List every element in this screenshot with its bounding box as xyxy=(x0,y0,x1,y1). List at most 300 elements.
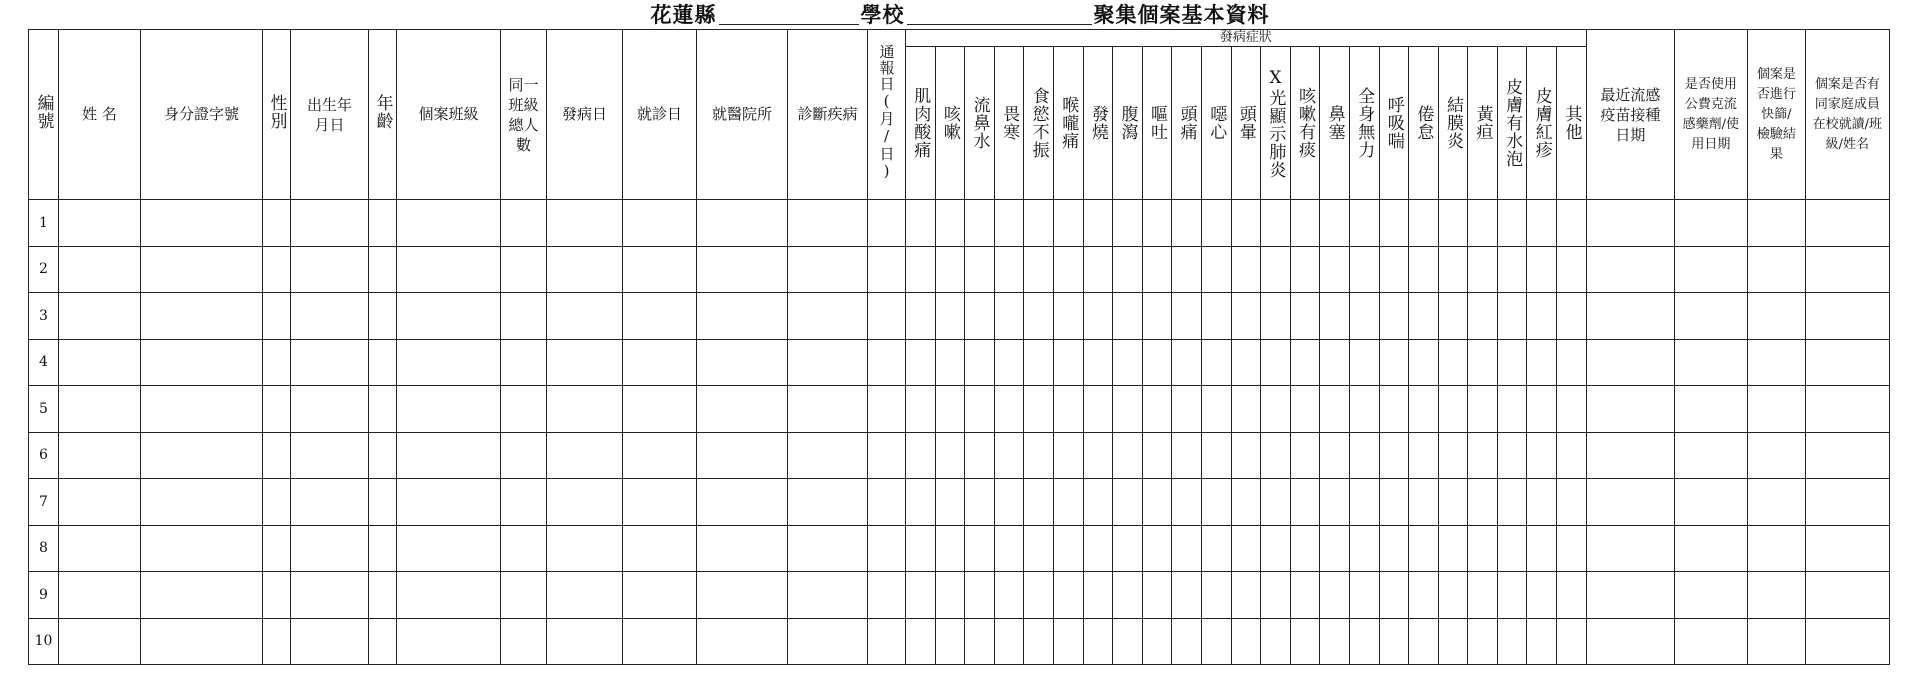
form-cell[interactable] xyxy=(1557,246,1587,293)
form-cell[interactable] xyxy=(935,432,965,479)
form-cell[interactable] xyxy=(1557,432,1587,479)
form-cell[interactable] xyxy=(141,525,263,572)
form-cell[interactable] xyxy=(1201,339,1231,386)
form-cell[interactable] xyxy=(1527,200,1557,247)
form-cell[interactable] xyxy=(1379,432,1409,479)
form-cell[interactable] xyxy=(547,525,623,572)
form-cell[interactable] xyxy=(1261,339,1291,386)
form-cell[interactable] xyxy=(1527,293,1557,340)
form-cell[interactable] xyxy=(59,618,141,665)
form-cell[interactable] xyxy=(788,479,868,526)
form-cell[interactable] xyxy=(994,479,1024,526)
form-cell[interactable] xyxy=(1261,293,1291,340)
form-cell[interactable] xyxy=(369,293,397,340)
form-cell[interactable] xyxy=(1320,525,1350,572)
form-cell[interactable] xyxy=(623,572,697,619)
form-cell[interactable] xyxy=(1497,339,1527,386)
form-cell[interactable] xyxy=(1142,618,1172,665)
form-cell[interactable] xyxy=(965,432,995,479)
form-cell[interactable] xyxy=(1586,432,1674,479)
form-cell[interactable] xyxy=(263,618,291,665)
form-cell[interactable] xyxy=(1468,246,1498,293)
form-cell[interactable] xyxy=(868,618,906,665)
form-cell[interactable] xyxy=(397,618,501,665)
form-cell[interactable] xyxy=(1586,618,1674,665)
form-cell[interactable] xyxy=(1379,246,1409,293)
form-cell[interactable] xyxy=(935,479,965,526)
form-cell[interactable] xyxy=(1053,618,1083,665)
form-cell[interactable] xyxy=(994,386,1024,433)
form-cell[interactable] xyxy=(1805,200,1889,247)
form-cell[interactable] xyxy=(1468,200,1498,247)
form-cell[interactable] xyxy=(59,293,141,340)
form-cell[interactable] xyxy=(1805,246,1889,293)
form-cell[interactable] xyxy=(697,618,788,665)
form-cell[interactable] xyxy=(1349,293,1379,340)
form-cell[interactable] xyxy=(1024,293,1054,340)
form-cell[interactable] xyxy=(697,200,788,247)
form-cell[interactable] xyxy=(397,479,501,526)
form-cell[interactable] xyxy=(263,386,291,433)
form-cell[interactable] xyxy=(397,572,501,619)
form-cell[interactable] xyxy=(1024,432,1054,479)
form-cell[interactable] xyxy=(1024,246,1054,293)
form-cell[interactable] xyxy=(1674,386,1747,433)
form-cell[interactable] xyxy=(1674,339,1747,386)
form-cell[interactable] xyxy=(935,339,965,386)
form-cell[interactable] xyxy=(1261,572,1291,619)
form-cell[interactable] xyxy=(1557,200,1587,247)
form-cell[interactable] xyxy=(1201,432,1231,479)
form-cell[interactable] xyxy=(868,246,906,293)
form-cell[interactable] xyxy=(1290,479,1320,526)
form-cell[interactable] xyxy=(59,386,141,433)
form-cell[interactable] xyxy=(1557,618,1587,665)
form-cell[interactable] xyxy=(501,386,547,433)
form-cell[interactable] xyxy=(1231,479,1261,526)
form-cell[interactable] xyxy=(501,572,547,619)
form-cell[interactable] xyxy=(1320,432,1350,479)
form-cell[interactable] xyxy=(501,293,547,340)
form-cell[interactable] xyxy=(994,339,1024,386)
form-cell[interactable] xyxy=(141,246,263,293)
form-cell[interactable] xyxy=(1083,432,1113,479)
form-cell[interactable] xyxy=(1674,432,1747,479)
form-cell[interactable] xyxy=(547,339,623,386)
form-cell[interactable] xyxy=(906,386,936,433)
form-cell[interactable] xyxy=(1747,432,1805,479)
form-cell[interactable] xyxy=(623,246,697,293)
form-cell[interactable] xyxy=(291,432,369,479)
form-cell[interactable] xyxy=(1409,293,1439,340)
form-cell[interactable] xyxy=(1261,246,1291,293)
form-cell[interactable] xyxy=(1497,293,1527,340)
form-cell[interactable] xyxy=(141,200,263,247)
form-cell[interactable] xyxy=(965,479,995,526)
form-cell[interactable] xyxy=(291,386,369,433)
form-cell[interactable] xyxy=(1172,525,1202,572)
form-cell[interactable] xyxy=(263,246,291,293)
form-cell[interactable] xyxy=(1172,618,1202,665)
form-cell[interactable] xyxy=(1053,386,1083,433)
form-cell[interactable] xyxy=(788,525,868,572)
form-cell[interactable] xyxy=(369,525,397,572)
form-cell[interactable] xyxy=(59,572,141,619)
form-cell[interactable] xyxy=(397,339,501,386)
form-cell[interactable] xyxy=(1527,246,1557,293)
form-cell[interactable] xyxy=(1527,479,1557,526)
form-cell[interactable] xyxy=(1438,386,1468,433)
form-cell[interactable] xyxy=(1142,386,1172,433)
form-cell[interactable] xyxy=(868,293,906,340)
form-cell[interactable] xyxy=(965,339,995,386)
form-cell[interactable] xyxy=(1747,200,1805,247)
form-cell[interactable] xyxy=(1261,432,1291,479)
form-cell[interactable] xyxy=(1053,200,1083,247)
form-cell[interactable] xyxy=(1409,572,1439,619)
form-cell[interactable] xyxy=(397,525,501,572)
form-cell[interactable] xyxy=(1349,525,1379,572)
form-cell[interactable] xyxy=(1438,618,1468,665)
form-cell[interactable] xyxy=(1805,432,1889,479)
form-cell[interactable] xyxy=(1261,479,1291,526)
form-cell[interactable] xyxy=(1379,525,1409,572)
form-cell[interactable] xyxy=(1231,200,1261,247)
form-cell[interactable] xyxy=(1586,200,1674,247)
form-cell[interactable] xyxy=(1586,246,1674,293)
form-cell[interactable] xyxy=(369,339,397,386)
form-cell[interactable] xyxy=(965,246,995,293)
form-cell[interactable] xyxy=(1142,200,1172,247)
form-cell[interactable] xyxy=(141,432,263,479)
form-cell[interactable] xyxy=(1172,200,1202,247)
form-cell[interactable] xyxy=(1290,525,1320,572)
form-cell[interactable] xyxy=(1527,339,1557,386)
form-cell[interactable] xyxy=(369,479,397,526)
form-cell[interactable] xyxy=(291,339,369,386)
form-cell[interactable] xyxy=(547,200,623,247)
form-cell[interactable] xyxy=(397,432,501,479)
form-cell[interactable] xyxy=(1113,479,1143,526)
form-cell[interactable] xyxy=(1083,200,1113,247)
form-cell[interactable] xyxy=(906,525,936,572)
form-cell[interactable] xyxy=(1024,200,1054,247)
form-cell[interactable] xyxy=(1113,200,1143,247)
form-cell[interactable] xyxy=(1349,572,1379,619)
form-cell[interactable] xyxy=(547,246,623,293)
form-cell[interactable] xyxy=(397,293,501,340)
form-cell[interactable] xyxy=(141,293,263,340)
form-cell[interactable] xyxy=(935,293,965,340)
form-cell[interactable] xyxy=(623,339,697,386)
form-cell[interactable] xyxy=(1409,246,1439,293)
school-blank[interactable] xyxy=(907,2,1092,25)
form-cell[interactable] xyxy=(788,246,868,293)
form-cell[interactable] xyxy=(263,479,291,526)
form-cell[interactable] xyxy=(1113,339,1143,386)
form-cell[interactable] xyxy=(397,386,501,433)
form-cell[interactable] xyxy=(1024,525,1054,572)
form-cell[interactable] xyxy=(547,618,623,665)
form-cell[interactable] xyxy=(1113,618,1143,665)
form-cell[interactable] xyxy=(1557,479,1587,526)
form-cell[interactable] xyxy=(263,339,291,386)
form-cell[interactable] xyxy=(935,386,965,433)
form-cell[interactable] xyxy=(291,293,369,340)
form-cell[interactable] xyxy=(1172,572,1202,619)
form-cell[interactable] xyxy=(291,572,369,619)
form-cell[interactable] xyxy=(1586,339,1674,386)
form-cell[interactable] xyxy=(623,479,697,526)
form-cell[interactable] xyxy=(1349,618,1379,665)
form-cell[interactable] xyxy=(1527,618,1557,665)
form-cell[interactable] xyxy=(1747,386,1805,433)
form-cell[interactable] xyxy=(1053,572,1083,619)
form-cell[interactable] xyxy=(906,246,936,293)
form-cell[interactable] xyxy=(935,618,965,665)
form-cell[interactable] xyxy=(965,200,995,247)
form-cell[interactable] xyxy=(1024,618,1054,665)
form-cell[interactable] xyxy=(1172,246,1202,293)
form-cell[interactable] xyxy=(1805,293,1889,340)
form-cell[interactable] xyxy=(1261,386,1291,433)
form-cell[interactable] xyxy=(59,432,141,479)
form-cell[interactable] xyxy=(1527,386,1557,433)
form-cell[interactable] xyxy=(1231,572,1261,619)
form-cell[interactable] xyxy=(788,200,868,247)
form-cell[interactable] xyxy=(1201,479,1231,526)
form-cell[interactable] xyxy=(906,339,936,386)
form-cell[interactable] xyxy=(1172,432,1202,479)
form-cell[interactable] xyxy=(1349,386,1379,433)
form-cell[interactable] xyxy=(906,618,936,665)
form-cell[interactable] xyxy=(1379,572,1409,619)
form-cell[interactable] xyxy=(263,432,291,479)
form-cell[interactable] xyxy=(501,618,547,665)
form-cell[interactable] xyxy=(1231,386,1261,433)
form-cell[interactable] xyxy=(1747,246,1805,293)
form-cell[interactable] xyxy=(1290,618,1320,665)
form-cell[interactable] xyxy=(1142,479,1172,526)
form-cell[interactable] xyxy=(501,525,547,572)
form-cell[interactable] xyxy=(1083,479,1113,526)
form-cell[interactable] xyxy=(1379,293,1409,340)
form-cell[interactable] xyxy=(935,200,965,247)
form-cell[interactable] xyxy=(1674,618,1747,665)
form-cell[interactable] xyxy=(1172,479,1202,526)
form-cell[interactable] xyxy=(994,293,1024,340)
form-cell[interactable] xyxy=(868,432,906,479)
form-cell[interactable] xyxy=(1379,339,1409,386)
form-cell[interactable] xyxy=(1201,200,1231,247)
form-cell[interactable] xyxy=(1674,293,1747,340)
form-cell[interactable] xyxy=(263,200,291,247)
form-cell[interactable] xyxy=(1231,432,1261,479)
form-cell[interactable] xyxy=(1527,432,1557,479)
form-cell[interactable] xyxy=(1747,479,1805,526)
form-cell[interactable] xyxy=(1438,525,1468,572)
form-cell[interactable] xyxy=(547,479,623,526)
form-cell[interactable] xyxy=(1320,618,1350,665)
form-cell[interactable] xyxy=(1438,200,1468,247)
form-cell[interactable] xyxy=(1290,200,1320,247)
form-cell[interactable] xyxy=(1349,339,1379,386)
form-cell[interactable] xyxy=(1586,479,1674,526)
form-cell[interactable] xyxy=(1674,246,1747,293)
form-cell[interactable] xyxy=(1438,479,1468,526)
form-cell[interactable] xyxy=(788,386,868,433)
form-cell[interactable] xyxy=(1024,339,1054,386)
form-cell[interactable] xyxy=(623,293,697,340)
form-cell[interactable] xyxy=(1201,386,1231,433)
form-cell[interactable] xyxy=(1024,572,1054,619)
form-cell[interactable] xyxy=(1142,339,1172,386)
form-cell[interactable] xyxy=(868,200,906,247)
form-cell[interactable] xyxy=(994,432,1024,479)
form-cell[interactable] xyxy=(1024,386,1054,433)
form-cell[interactable] xyxy=(1201,293,1231,340)
form-cell[interactable] xyxy=(1024,479,1054,526)
form-cell[interactable] xyxy=(263,293,291,340)
form-cell[interactable] xyxy=(397,200,501,247)
form-cell[interactable] xyxy=(994,525,1024,572)
form-cell[interactable] xyxy=(369,200,397,247)
form-cell[interactable] xyxy=(1290,432,1320,479)
form-cell[interactable] xyxy=(291,618,369,665)
form-cell[interactable] xyxy=(868,525,906,572)
form-cell[interactable] xyxy=(501,200,547,247)
form-cell[interactable] xyxy=(141,479,263,526)
form-cell[interactable] xyxy=(1438,293,1468,340)
form-cell[interactable] xyxy=(1290,339,1320,386)
form-cell[interactable] xyxy=(1557,525,1587,572)
form-cell[interactable] xyxy=(623,432,697,479)
form-cell[interactable] xyxy=(1674,200,1747,247)
form-cell[interactable] xyxy=(1320,200,1350,247)
form-cell[interactable] xyxy=(1497,618,1527,665)
form-cell[interactable] xyxy=(1083,618,1113,665)
form-cell[interactable] xyxy=(623,386,697,433)
form-cell[interactable] xyxy=(501,339,547,386)
form-cell[interactable] xyxy=(1320,572,1350,619)
form-cell[interactable] xyxy=(1083,525,1113,572)
form-cell[interactable] xyxy=(1113,293,1143,340)
form-cell[interactable] xyxy=(965,618,995,665)
form-cell[interactable] xyxy=(935,246,965,293)
form-cell[interactable] xyxy=(1497,386,1527,433)
form-cell[interactable] xyxy=(623,525,697,572)
form-cell[interactable] xyxy=(935,525,965,572)
form-cell[interactable] xyxy=(868,386,906,433)
form-cell[interactable] xyxy=(868,479,906,526)
form-cell[interactable] xyxy=(1468,618,1498,665)
form-cell[interactable] xyxy=(547,572,623,619)
form-cell[interactable] xyxy=(1290,293,1320,340)
form-cell[interactable] xyxy=(369,432,397,479)
form-cell[interactable] xyxy=(1083,386,1113,433)
form-cell[interactable] xyxy=(1409,618,1439,665)
form-cell[interactable] xyxy=(263,525,291,572)
form-cell[interactable] xyxy=(1261,525,1291,572)
form-cell[interactable] xyxy=(1113,525,1143,572)
form-cell[interactable] xyxy=(141,618,263,665)
form-cell[interactable] xyxy=(1261,618,1291,665)
form-cell[interactable] xyxy=(1586,572,1674,619)
form-cell[interactable] xyxy=(1409,200,1439,247)
form-cell[interactable] xyxy=(1557,386,1587,433)
form-cell[interactable] xyxy=(935,572,965,619)
form-cell[interactable] xyxy=(1497,432,1527,479)
form-cell[interactable] xyxy=(1083,339,1113,386)
form-cell[interactable] xyxy=(501,246,547,293)
form-cell[interactable] xyxy=(397,246,501,293)
form-cell[interactable] xyxy=(1320,479,1350,526)
form-cell[interactable] xyxy=(1527,525,1557,572)
form-cell[interactable] xyxy=(1586,525,1674,572)
form-cell[interactable] xyxy=(1805,618,1889,665)
form-cell[interactable] xyxy=(1201,246,1231,293)
form-cell[interactable] xyxy=(1231,293,1261,340)
form-cell[interactable] xyxy=(59,339,141,386)
form-cell[interactable] xyxy=(263,572,291,619)
county-blank[interactable] xyxy=(719,2,859,25)
form-cell[interactable] xyxy=(369,572,397,619)
form-cell[interactable] xyxy=(1053,339,1083,386)
form-cell[interactable] xyxy=(965,525,995,572)
form-cell[interactable] xyxy=(1438,339,1468,386)
form-cell[interactable] xyxy=(1320,293,1350,340)
form-cell[interactable] xyxy=(623,200,697,247)
form-cell[interactable] xyxy=(1747,293,1805,340)
form-cell[interactable] xyxy=(1468,339,1498,386)
form-cell[interactable] xyxy=(1747,572,1805,619)
form-cell[interactable] xyxy=(906,293,936,340)
form-cell[interactable] xyxy=(788,293,868,340)
form-cell[interactable] xyxy=(994,246,1024,293)
form-cell[interactable] xyxy=(1290,572,1320,619)
form-cell[interactable] xyxy=(1409,386,1439,433)
form-cell[interactable] xyxy=(906,432,936,479)
form-cell[interactable] xyxy=(1053,432,1083,479)
form-cell[interactable] xyxy=(1805,479,1889,526)
form-cell[interactable] xyxy=(1468,479,1498,526)
form-cell[interactable] xyxy=(1083,293,1113,340)
form-cell[interactable] xyxy=(1172,293,1202,340)
form-cell[interactable] xyxy=(1053,479,1083,526)
form-cell[interactable] xyxy=(1409,339,1439,386)
form-cell[interactable] xyxy=(623,618,697,665)
form-cell[interactable] xyxy=(1349,479,1379,526)
form-cell[interactable] xyxy=(1053,293,1083,340)
form-cell[interactable] xyxy=(1113,572,1143,619)
form-cell[interactable] xyxy=(1261,200,1291,247)
form-cell[interactable] xyxy=(1379,618,1409,665)
form-cell[interactable] xyxy=(906,200,936,247)
form-cell[interactable] xyxy=(1113,432,1143,479)
form-cell[interactable] xyxy=(1142,246,1172,293)
form-cell[interactable] xyxy=(1497,479,1527,526)
form-cell[interactable] xyxy=(1231,339,1261,386)
form-cell[interactable] xyxy=(1409,525,1439,572)
form-cell[interactable] xyxy=(1438,572,1468,619)
form-cell[interactable] xyxy=(1557,293,1587,340)
form-cell[interactable] xyxy=(868,339,906,386)
form-cell[interactable] xyxy=(1231,246,1261,293)
form-cell[interactable] xyxy=(501,479,547,526)
form-cell[interactable] xyxy=(697,432,788,479)
form-cell[interactable] xyxy=(1805,572,1889,619)
form-cell[interactable] xyxy=(697,572,788,619)
